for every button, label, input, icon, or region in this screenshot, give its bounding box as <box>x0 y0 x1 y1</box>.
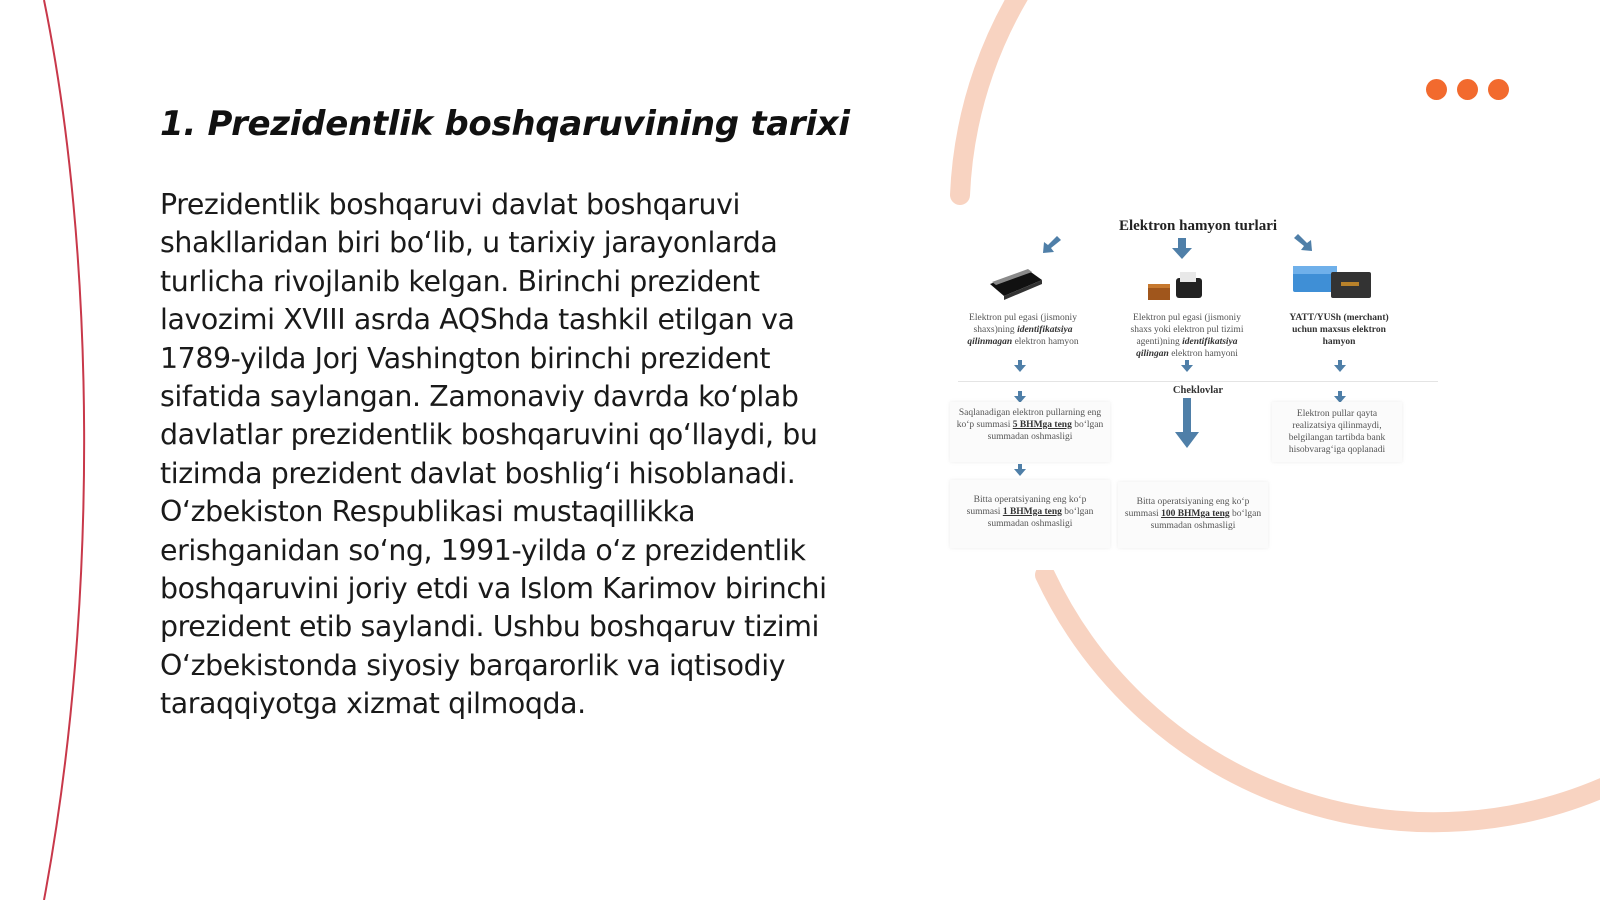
slide-body-text: Prezidentlik boshqaruvi davlat boshqaruvi shakllaridan biri bo‘lib, u tarixiy jarayonlarda turlicha rivojlanib kelgan. Birinchi prezident lavozimi XVIII asrda AQShda tashkil etilgan va 1789-yilda Jorj Vashington birinchi prezident sifatida saylangan. Zamonaviy davrda ko‘plab davlatlar prezidentlik boshqaruvini qo‘llaydi, bu tizimda prezident davlat boshlig‘i hisoblanadi. O‘zbekiston Respublikasi mustaqillikka erishganidan so‘ng, 1991-yilda o‘z prezidentlik boshqaruvini joriy etdi va Islom Karimov birinchi prezident etib saylandi. Ushbu boshqaruv tizimi O‘zbekistonda siyosiy barqarorlik va iqtisodiy taraqqiyotga xizmat qilmoqda. <box>160 188 827 721</box>
small-arrow-down-icon <box>1014 360 1026 372</box>
electronic-wallet-diagram <box>958 210 1438 570</box>
arrow-down-right-icon <box>1293 232 1315 254</box>
decorative-ring-arc-lower <box>1045 575 1600 822</box>
arrow-down-left-icon <box>1040 234 1062 256</box>
wallet-type-3-text: YATT/YUSh (merchant) uchun maxsus elektron hamyon <box>1289 313 1389 347</box>
restriction-2-text: Elektron pullar qayta realizatsiya qilinmaydi, belgilangan tartibda bank hisobvarag‘iga qoplanadi <box>1288 409 1386 455</box>
restrictions-label: Cheklovlar <box>1172 385 1224 396</box>
arrow-down-icon <box>1171 238 1193 260</box>
slide-title: 1. Prezidentlik boshqaruvining tarixi <box>160 104 850 144</box>
small-arrow-down-icon <box>1014 464 1026 476</box>
large-arrow-down-icon <box>1174 398 1200 448</box>
dot-2 <box>1457 79 1478 100</box>
wallet-type-1-text: Elektron pul egasi (jismoniy shaxs)ning identifikatsiya qilinmagan elektron hamyon <box>967 313 1079 347</box>
restriction-1-text: Saqlanadigan elektron pullarning eng ko‘p summasi 5 BHMga teng bo‘lgan summadan oshmasligi <box>956 408 1104 442</box>
dot-1 <box>1426 79 1447 100</box>
wallet-cash-icon <box>1146 270 1206 302</box>
limit-2-text: Bitta operatsiyaning eng ko‘p summasi 100 BHMga teng bo‘lgan summadan oshmasligi <box>1124 497 1262 531</box>
dot-3 <box>1488 79 1509 100</box>
wallet-type-2-text: Elektron pul egasi (jismoniy shaxs yoki elektron pul tizimi agenti)ning identifikatsiya qilingan elektron hamyoni <box>1130 313 1244 359</box>
decorative-dots <box>1426 79 1509 100</box>
diagram-title: Elektron hamyon turlari <box>1118 218 1278 234</box>
small-arrow-down-icon <box>1181 360 1193 372</box>
decorative-left-curve <box>44 0 84 900</box>
wallet-icon <box>988 266 1044 300</box>
divider-line <box>958 381 1438 382</box>
decorative-ring-arc <box>960 0 1042 195</box>
limit-1-text: Bitta operatsiyaning eng ko‘p summasi 1 BHMga teng bo‘lgan summadan oshmasligi <box>966 495 1094 529</box>
bank-cards-icon <box>1291 264 1375 300</box>
small-arrow-down-icon <box>1334 360 1346 372</box>
